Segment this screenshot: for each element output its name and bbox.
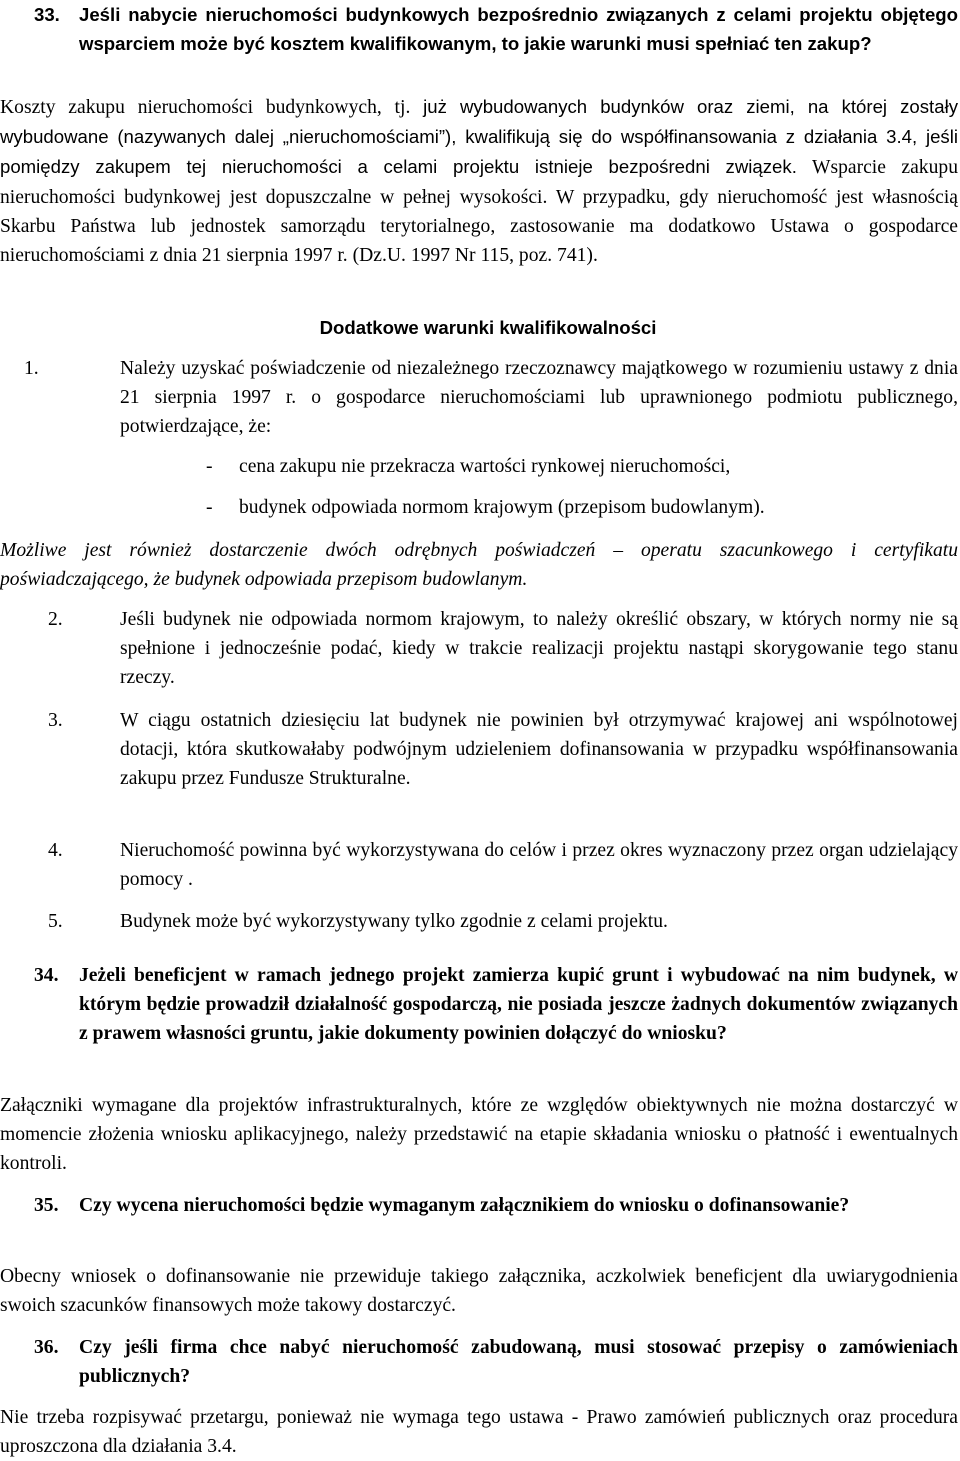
item-text: Należy uzyskać poświadczenie od niezależnego rzeczoznawcy majątkowego w rozumieniu ustawy z dnia 21 sierpnia 1997 r. o gospodarce nieruchomościami lub uprawnionego podmiotu publicznego, potwierdzające, że: [120, 358, 958, 438]
item-number: 2. [48, 609, 63, 630]
question-34 [0, 961, 958, 1079]
question-36 [0, 1333, 958, 1393]
item-number: 4. [48, 840, 63, 861]
item-number: 3. [48, 710, 63, 731]
question-text: Czy wycena nieruchomości będzie wymaganym załącznikiem do wniosku o dofinansowanie? [79, 1195, 850, 1216]
question-number: 36. [34, 1337, 59, 1358]
answer-text-sans: już wybudowanych budynków oraz ziemi, na której zostały wybudowane (nazywanych dalej „nieruchomościami”), kwalifikują się do współfinansowania z działania 3.4, jeśli pomiędzy zakupem tej nieruchomości a celami projektu istnieje bezpośredni związek. [0, 96, 958, 178]
question-35 [0, 1191, 958, 1251]
answer-text-legal: W przypadku, gdy nieruchomość jest własnością Skarbu Państwa lub jednostek samorządu terytorialnego, zastosowanie ma dodatkowo Ustawa o gospodarce nieruchomościami z dnia 21 sierpnia 1997 r. (Dz.U. 1997 Nr 115, poz. 741). [0, 186, 958, 267]
answer-35: Obecny wniosek o dofinansowanie nie przewiduje takiego załącznika, aczkolwiek beneficjent dla uwiarygodnienia swoich szacunków finansowych może takowy dostarczyć. [0, 1266, 958, 1317]
question-number: 33. [34, 4, 60, 25]
answer-text-support: Wsparcie zakupu nieruchomości budynkowej jest dopuszczalne w pełnej wysokości. [0, 157, 958, 208]
dash-mark: - [206, 456, 213, 477]
answer-36: Nie trzeba rozpisywać przetargu, ponieważ nie wymaga tego ustawa - Prawo zamówień publicznych oraz procedura uproszczona dla działania 3.4. [0, 1407, 958, 1458]
question-text: Jeśli nabycie nieruchomości budynkowych bezpośrednio związanych z celami projektu objętego wsparciem może być kosztem kwalifikowanym, to jakie warunki musi spełniać ten zakup? [79, 4, 958, 55]
answer-33-paragraph [0, 92, 958, 270]
item-text: Nieruchomość powinna być wykorzystywana do celów i przez okres wyznaczony przez organ udzielający pomocy . [120, 840, 958, 891]
item-text: Jeśli budynek nie odpowiada normom krajowym, to należy określić obszary, w których normy nie są spełnione i jednocześnie podać, kiedy w trakcie realizacji projektu nastąpi skorygowanie tego stanu rzeczy. [120, 609, 958, 689]
answer-text-serif: Koszty zakupu nieruchomości budynkowych, tj. [0, 97, 424, 118]
question-number: 34. [34, 965, 59, 986]
item-number: 1. [24, 358, 39, 379]
dash-text: cena zakupu nie przekracza wartości rynkowej nieruchomości, [239, 456, 731, 477]
italic-note: Możliwe jest również dostarczenie dwóch odrębnych poświadczeń – operatu szacunkowego i certyfikatu poświadczającego, że budynek odpowiada przepisom budowlanym. [0, 540, 958, 591]
answer-34: Załączniki wymagane dla projektów infrastrukturalnych, które ze względów obiektywnych nie można dostarczyć w momencie złożenia wniosku aplikacyjnego, należy przedstawić na etapie składania wniosku o płatność i ewentualnych kontroli. [0, 1095, 958, 1175]
question-33 [0, 0, 958, 88]
question-text: Czy jeśli firma chce nabyć nieruchomość zabudowaną, musi stosować przepisy o zamówieniach publicznych? [79, 1337, 958, 1388]
subheading: Dodatkowe warunki kwalifikowalności [319, 317, 657, 338]
dash-text: budynek odpowiada normom krajowym (przepisom budowlanym). [239, 497, 765, 518]
question-number: 35. [34, 1195, 59, 1216]
question-text: Jeżeli beneficjent w ramach jednego projekt zamierza kupić grunt i wybudować na nim budynek, w którym będzie prowadził działalność gospodarczą, nie posiada jeszcze żadnych dokumentów związanych z prawem własności gruntu, jakie dokumenty powinien dołączyć do wniosku? [79, 965, 958, 1045]
item-text: Budynek może być wykorzystywany tylko zgodnie z celami projektu. [120, 911, 668, 932]
dash-mark: - [206, 497, 213, 518]
item-text: W ciągu ostatnich dziesięciu lat budynek nie powinien był otrzymywać krajowej ani wspólnotowej dotacji, która skutkowałaby podwójnym udzieleniem dofinansowania w przypadku współfinansowania zakupu przez Fundusze Strukturalne. [120, 710, 958, 790]
item-number: 5. [48, 911, 63, 932]
